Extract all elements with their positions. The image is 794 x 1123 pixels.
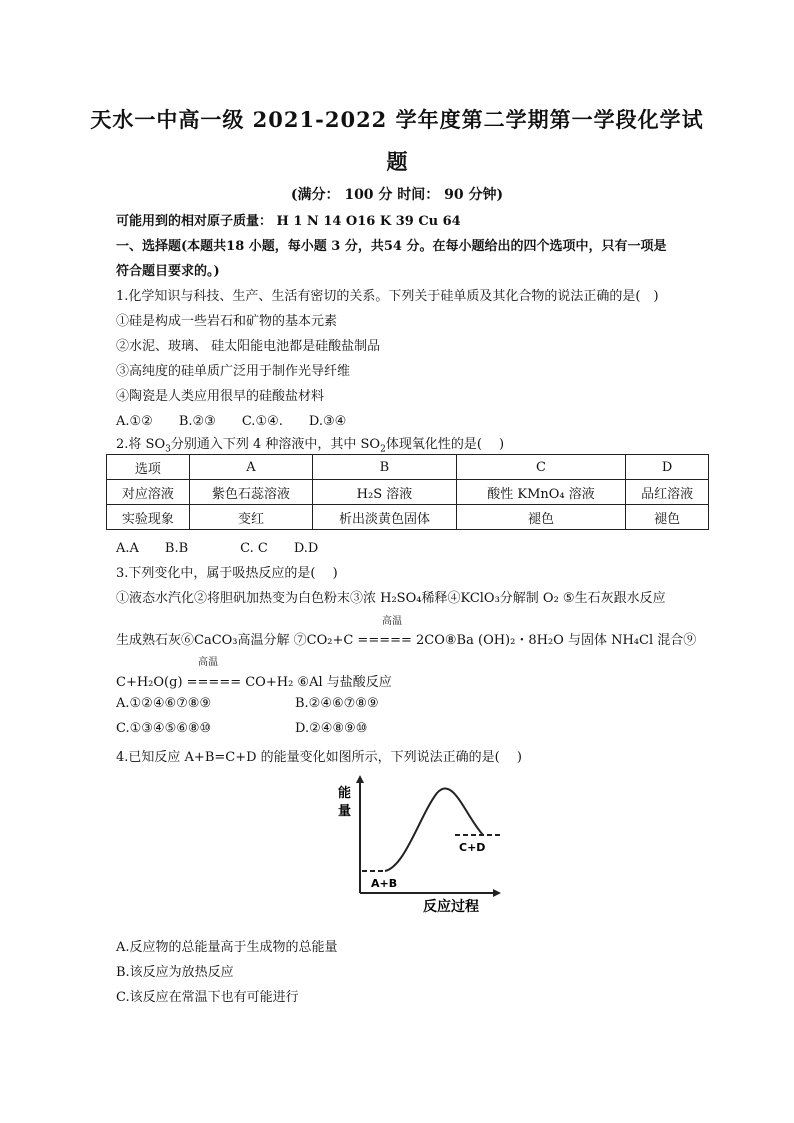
q3-option-c: C.①③④⑤⑥⑧⑩: [116, 721, 212, 736]
table-cell: 紫色石蕊溶液: [189, 480, 312, 505]
section1-instructions-cont: 符合题目要求的。): [116, 264, 220, 279]
q1-item-3: ③高纯度的硅单质广泛用于制作光导纤维: [116, 364, 351, 379]
q3-option-b: B.②④⑥⑦⑧⑨: [295, 696, 379, 711]
score-time: (满分： 100 分 时间： 90 分钟): [290, 187, 504, 203]
q4-stem: 4.已知反应 A+B=C+D 的能量变化如图所示，下列说法正确的是( ): [116, 750, 522, 765]
atomic-masses: 可能用到的相对原子质量： H 1 N 14 O16 K 39 Cu 64: [116, 214, 461, 229]
q1-stem: 1.化学知识与科技、生产、生活有密切的关系。下列关于硅单质及其化合物的说法正确的是( ): [116, 289, 659, 304]
q1-options: A.①② B.②③ C.①④. D.③④: [116, 414, 347, 429]
table-cell: 酸性 KMnO₄ 溶液: [456, 480, 625, 505]
reactants-label: A+B: [371, 877, 398, 890]
q2-stem: 2.将 $SO_3$分别通入下列 4 种溶液中，其中 $SO_2$体现氧化性的是( ): [116, 437, 505, 455]
q3-condition-2: 高温: [198, 657, 218, 668]
table-cell: A: [189, 455, 312, 480]
table-cell: 褪色: [626, 505, 709, 530]
table-row: [107, 505, 709, 530]
energy-curve: [385, 788, 486, 871]
energy-diagram: [325, 775, 505, 915]
table-cell: D: [626, 455, 709, 480]
table-cell: 褪色: [456, 505, 625, 530]
table-cell: 变红: [189, 505, 312, 530]
y-label-2: 量: [338, 804, 352, 819]
exam-title: 天水一中高一级 2021-2022 学年度第二学期第一学段化学试: [90, 107, 704, 132]
table-cell: B: [313, 455, 457, 480]
x-axis-arrow: [493, 889, 501, 897]
q2-table: [106, 454, 709, 530]
q4-option-a: A.反应物的总能量高于生成物的总能量: [116, 940, 338, 955]
q4-option-b: B.该反应为放热反应: [116, 965, 234, 980]
q1-item-2: ②水泥、玻璃、 硅太阳能电池都是硅酸盐制品: [116, 339, 381, 354]
q3-line-2: 生成熟石灰⑥CaCO₃高温分解 ⑦CO₂+C ===== 2CO⑧Ba (OH)₂・8H₂O 与固体 NH₄Cl 混合⑨: [116, 633, 697, 648]
q3-condition-1: 高温: [382, 616, 402, 627]
table-cell: 析出淡黄色固体: [313, 505, 457, 530]
section1-instructions: 一、选择题(本题共18 小题，每小题 3 分，共54 分。在每小题给出的四个选项中，只有一项是: [116, 239, 667, 254]
q1-item-4: ④陶瓷是人类应用很早的硅酸盐材料: [116, 389, 325, 404]
table-cell: 实验现象: [107, 505, 190, 530]
y-label-1: 能: [338, 786, 352, 801]
q3-option-d: D.②④⑧⑨⑩: [295, 721, 368, 736]
q3-option-a: A.①②④⑥⑦⑧⑨: [116, 696, 212, 711]
q4-option-c: C.该反应在常温下也有可能进行: [116, 990, 299, 1005]
x-label: 反应过程: [423, 899, 479, 915]
table-cell: 对应溶液: [107, 480, 190, 505]
q1-item-1: ①硅是构成一些岩石和矿物的基本元素: [116, 314, 338, 329]
table-cell: 品红溶液: [626, 480, 709, 505]
products-label: C+D: [459, 841, 486, 854]
table-cell: H₂S 溶液: [313, 480, 457, 505]
q3-stem: 3.下列变化中，属于吸热反应的是( ): [116, 566, 338, 581]
exam-title-continued: 题: [386, 149, 408, 174]
table-cell: C: [456, 455, 625, 480]
table-row: [107, 455, 709, 480]
q3-line-3: C+H₂O(g) ===== CO+H₂ ⑥Al 与盐酸反应: [116, 675, 392, 690]
q3-line-1: ①液态水汽化②将胆矾加热变为白色粉末③浓 H₂SO₄稀释④KClO₃分解制 O₂ ⑤生石灰跟水反应: [116, 591, 666, 606]
q2-options: A.A B.B C. C D.D: [116, 541, 319, 556]
table-row: [107, 480, 709, 505]
y-axis-arrow: [356, 775, 364, 783]
table-cell: 选项: [107, 455, 190, 480]
